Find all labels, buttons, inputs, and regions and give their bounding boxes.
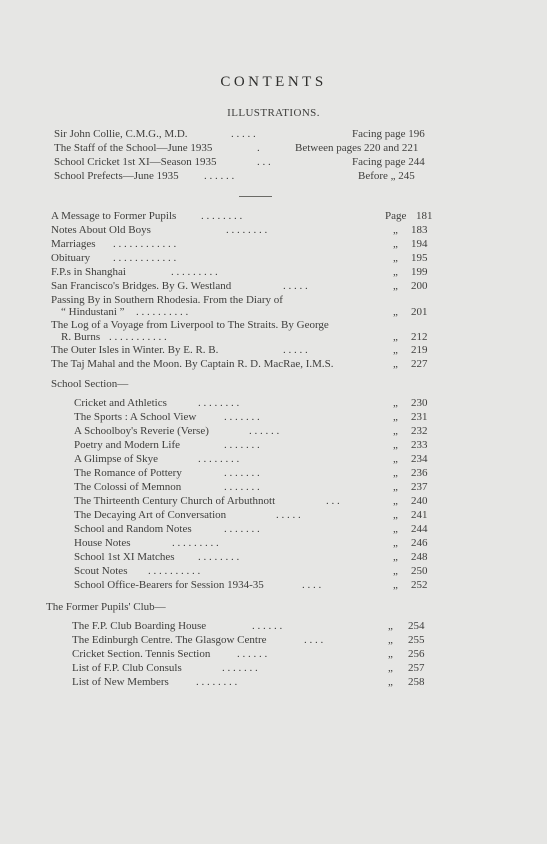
- entry-page: 258: [408, 676, 425, 688]
- entry-page: 201: [411, 306, 428, 318]
- entry-page: 231: [411, 411, 428, 423]
- page-prefix: „: [388, 662, 393, 674]
- leader-dots: . . . . . . . .: [226, 224, 268, 236]
- entry-label: Marriages: [51, 238, 96, 250]
- entry-label: School 1st XI Matches: [74, 551, 175, 563]
- page-prefix: „: [393, 467, 398, 479]
- entry-page: 183: [411, 224, 428, 236]
- leader-dots: . . . .: [302, 579, 322, 591]
- entry-label: The Colossi of Memnon: [74, 481, 182, 493]
- entry-page: 230: [411, 397, 428, 409]
- leader-dots: . . . . . . .: [224, 523, 260, 535]
- leader-dots: . . .: [257, 156, 271, 168]
- entry-page: 252: [411, 579, 428, 591]
- leader-dots: . . . . . . . .: [198, 397, 240, 409]
- page-prefix: „: [393, 537, 398, 549]
- entry-label: A Glimpse of Skye: [74, 453, 159, 465]
- leader-dots: . . . . . . . .: [198, 551, 240, 563]
- page-prefix: „: [393, 280, 398, 292]
- page-prefix: „: [393, 425, 398, 437]
- leader-dots: . . . . . . .: [222, 662, 258, 674]
- entry-label: San Francisco's Bridges. By G. Westland: [51, 280, 232, 292]
- entry-page: 199: [411, 266, 428, 278]
- leader-dots: . . . . . . . . .: [172, 537, 219, 549]
- page-prefix: „: [393, 509, 398, 521]
- entry-page: 233: [411, 439, 428, 451]
- page-prefix: „: [393, 344, 398, 356]
- page-prefix: „: [393, 411, 398, 423]
- leader-dots: . . . . .: [231, 128, 256, 140]
- leader-dots: . . . .: [304, 634, 324, 646]
- page-prefix: Page: [385, 210, 407, 222]
- leader-dots: . . . . . .: [237, 648, 268, 660]
- leader-dots: .: [257, 142, 260, 154]
- entry-label: House Notes: [74, 537, 131, 549]
- entry-page: 200: [411, 280, 428, 292]
- leader-dots: . . . . . . .: [224, 481, 260, 493]
- page-prefix: „: [393, 397, 398, 409]
- entry-label: The Thirteenth Century Church of Arbuthnott: [74, 495, 276, 507]
- entry-label: The Outer Isles in Winter. By E. R. B.: [51, 344, 219, 356]
- entry-label: The Staff of the School—June 1935: [54, 142, 213, 154]
- leader-dots: . . . . .: [283, 344, 308, 356]
- leader-dots: . . .: [326, 495, 340, 507]
- entry-label: The Sports : A School View: [74, 411, 197, 423]
- entry-page: 212: [411, 331, 428, 343]
- entry-label: The Romance of Pottery: [74, 467, 182, 479]
- entry-page: 248: [411, 551, 428, 563]
- leader-dots: . . . . . . .: [224, 439, 260, 451]
- entry-label: A Message to Former Pupils: [51, 210, 177, 222]
- page-prefix: „: [388, 634, 393, 646]
- entry-page: 227: [411, 358, 428, 370]
- entry-label-continued: “ Hindustani ”: [61, 306, 125, 318]
- entry-label: Notes About Old Boys: [51, 224, 151, 236]
- entry-page: 236: [411, 467, 428, 479]
- entry-page: 181: [416, 210, 433, 222]
- entry-label: Cricket and Athletics: [74, 397, 167, 409]
- entry-label: School and Random Notes: [74, 523, 192, 535]
- page-prefix: „: [393, 579, 398, 591]
- page-prefix: „: [393, 252, 398, 264]
- leader-dots: . . . . . . . . .: [171, 266, 218, 278]
- entry-label: School Office-Bearers for Session 1934-35: [74, 579, 264, 591]
- page-prefix: „: [393, 523, 398, 535]
- entry-label: Cricket Section. Tennis Section: [72, 648, 211, 660]
- entry-label: List of F.P. Club Consuls: [72, 662, 182, 674]
- entry-page: 250: [411, 565, 428, 577]
- leader-dots: . . . . . . .: [224, 411, 260, 423]
- entry-label: Sir John Collie, C.M.G., M.D.: [54, 128, 188, 140]
- entry-page: 195: [411, 252, 428, 264]
- entry-page: 219: [411, 344, 428, 356]
- entry-label: The Edinburgh Centre. The Glasgow Centre: [72, 634, 267, 646]
- entry-label: A Schoolboy's Reverie (Verse): [74, 425, 209, 437]
- entry-page: 246: [411, 537, 428, 549]
- entry-label: Passing By in Southern Rhodesia. From the Diary of: [51, 294, 283, 306]
- section-heading-school: School Section—: [51, 378, 129, 390]
- entry-label: Scout Notes: [74, 565, 128, 577]
- entry-label: The Log of a Voyage from Liverpool to The Straits. By George: [51, 319, 329, 331]
- leader-dots: . . . . . . . . . .: [136, 306, 189, 318]
- entry-page: 244: [411, 523, 428, 535]
- leader-dots: . . . . . .: [204, 170, 235, 182]
- entry-page: 232: [411, 425, 428, 437]
- entry-page: 194: [411, 238, 428, 250]
- entry-page: Facing page 244: [352, 156, 425, 168]
- leader-dots: . . . . .: [283, 280, 308, 292]
- leader-dots: . . . . . . . . . . . .: [113, 238, 177, 250]
- entry-label: The Taj Mahal and the Moon. By Captain R. D. MacRae, I.M.S.: [51, 358, 334, 370]
- leader-dots: . . . . . . .: [224, 467, 260, 479]
- page-title: CONTENTS: [220, 74, 327, 90]
- entry-label: List of New Members: [72, 676, 169, 688]
- leader-dots: . . . . .: [276, 509, 301, 521]
- leader-dots: . . . . . .: [252, 620, 283, 632]
- page-prefix: „: [388, 620, 393, 632]
- page-prefix: „: [393, 439, 398, 451]
- leader-dots: . . . . . . . . . . . .: [113, 252, 177, 264]
- entry-page: 241: [411, 509, 428, 521]
- entry-label-continued: R. Burns: [61, 331, 101, 343]
- page-prefix: „: [393, 331, 398, 343]
- page-prefix: „: [393, 551, 398, 563]
- entry-page: 254: [408, 620, 425, 632]
- entry-page: 257: [408, 662, 425, 674]
- entry-label: The F.P. Club Boarding House: [72, 620, 207, 632]
- entry-label: School Prefects—June 1935: [54, 170, 179, 182]
- entry-page: 237: [411, 481, 428, 493]
- entry-page: Before „ 245: [358, 170, 415, 182]
- page-prefix: „: [393, 481, 398, 493]
- leader-dots: . . . . . . . . . .: [148, 565, 201, 577]
- page-prefix: „: [393, 224, 398, 236]
- entry-page: Between pages 220 and 221: [295, 142, 419, 154]
- entry-page: 256: [408, 648, 425, 660]
- entry-page: 255: [408, 634, 425, 646]
- section-heading-fp-club: The Former Pupils' Club—: [46, 601, 166, 613]
- page-prefix: „: [393, 565, 398, 577]
- leader-dots: . . . . . . . .: [201, 210, 243, 222]
- page-prefix: „: [388, 676, 393, 688]
- page-prefix: „: [393, 453, 398, 465]
- page-prefix: „: [393, 306, 398, 318]
- leader-dots: . . . . . . . .: [198, 453, 240, 465]
- entry-page: 234: [411, 453, 428, 465]
- page-prefix: „: [393, 495, 398, 507]
- page-prefix: „: [393, 266, 398, 278]
- entry-label: F.P.s in Shanghai: [51, 266, 126, 278]
- entry-label: The Decaying Art of Conversation: [74, 509, 227, 521]
- page-prefix: „: [393, 358, 398, 370]
- leader-dots: . . . . . .: [249, 425, 280, 437]
- leader-dots: . . . . . . . . . . .: [109, 331, 167, 343]
- entry-label: Poetry and Modern Life: [74, 439, 180, 451]
- entry-label: Obituary: [51, 252, 91, 264]
- page-prefix: „: [393, 238, 398, 250]
- entry-page: 240: [411, 495, 428, 507]
- entry-label: School Cricket 1st XI—Season 1935: [54, 156, 217, 168]
- section-divider: [239, 196, 272, 197]
- entry-page: Facing page 196: [352, 128, 425, 140]
- page-prefix: „: [388, 648, 393, 660]
- illustrations-heading: ILLUSTRATIONS.: [227, 107, 320, 119]
- leader-dots: . . . . . . . .: [196, 676, 238, 688]
